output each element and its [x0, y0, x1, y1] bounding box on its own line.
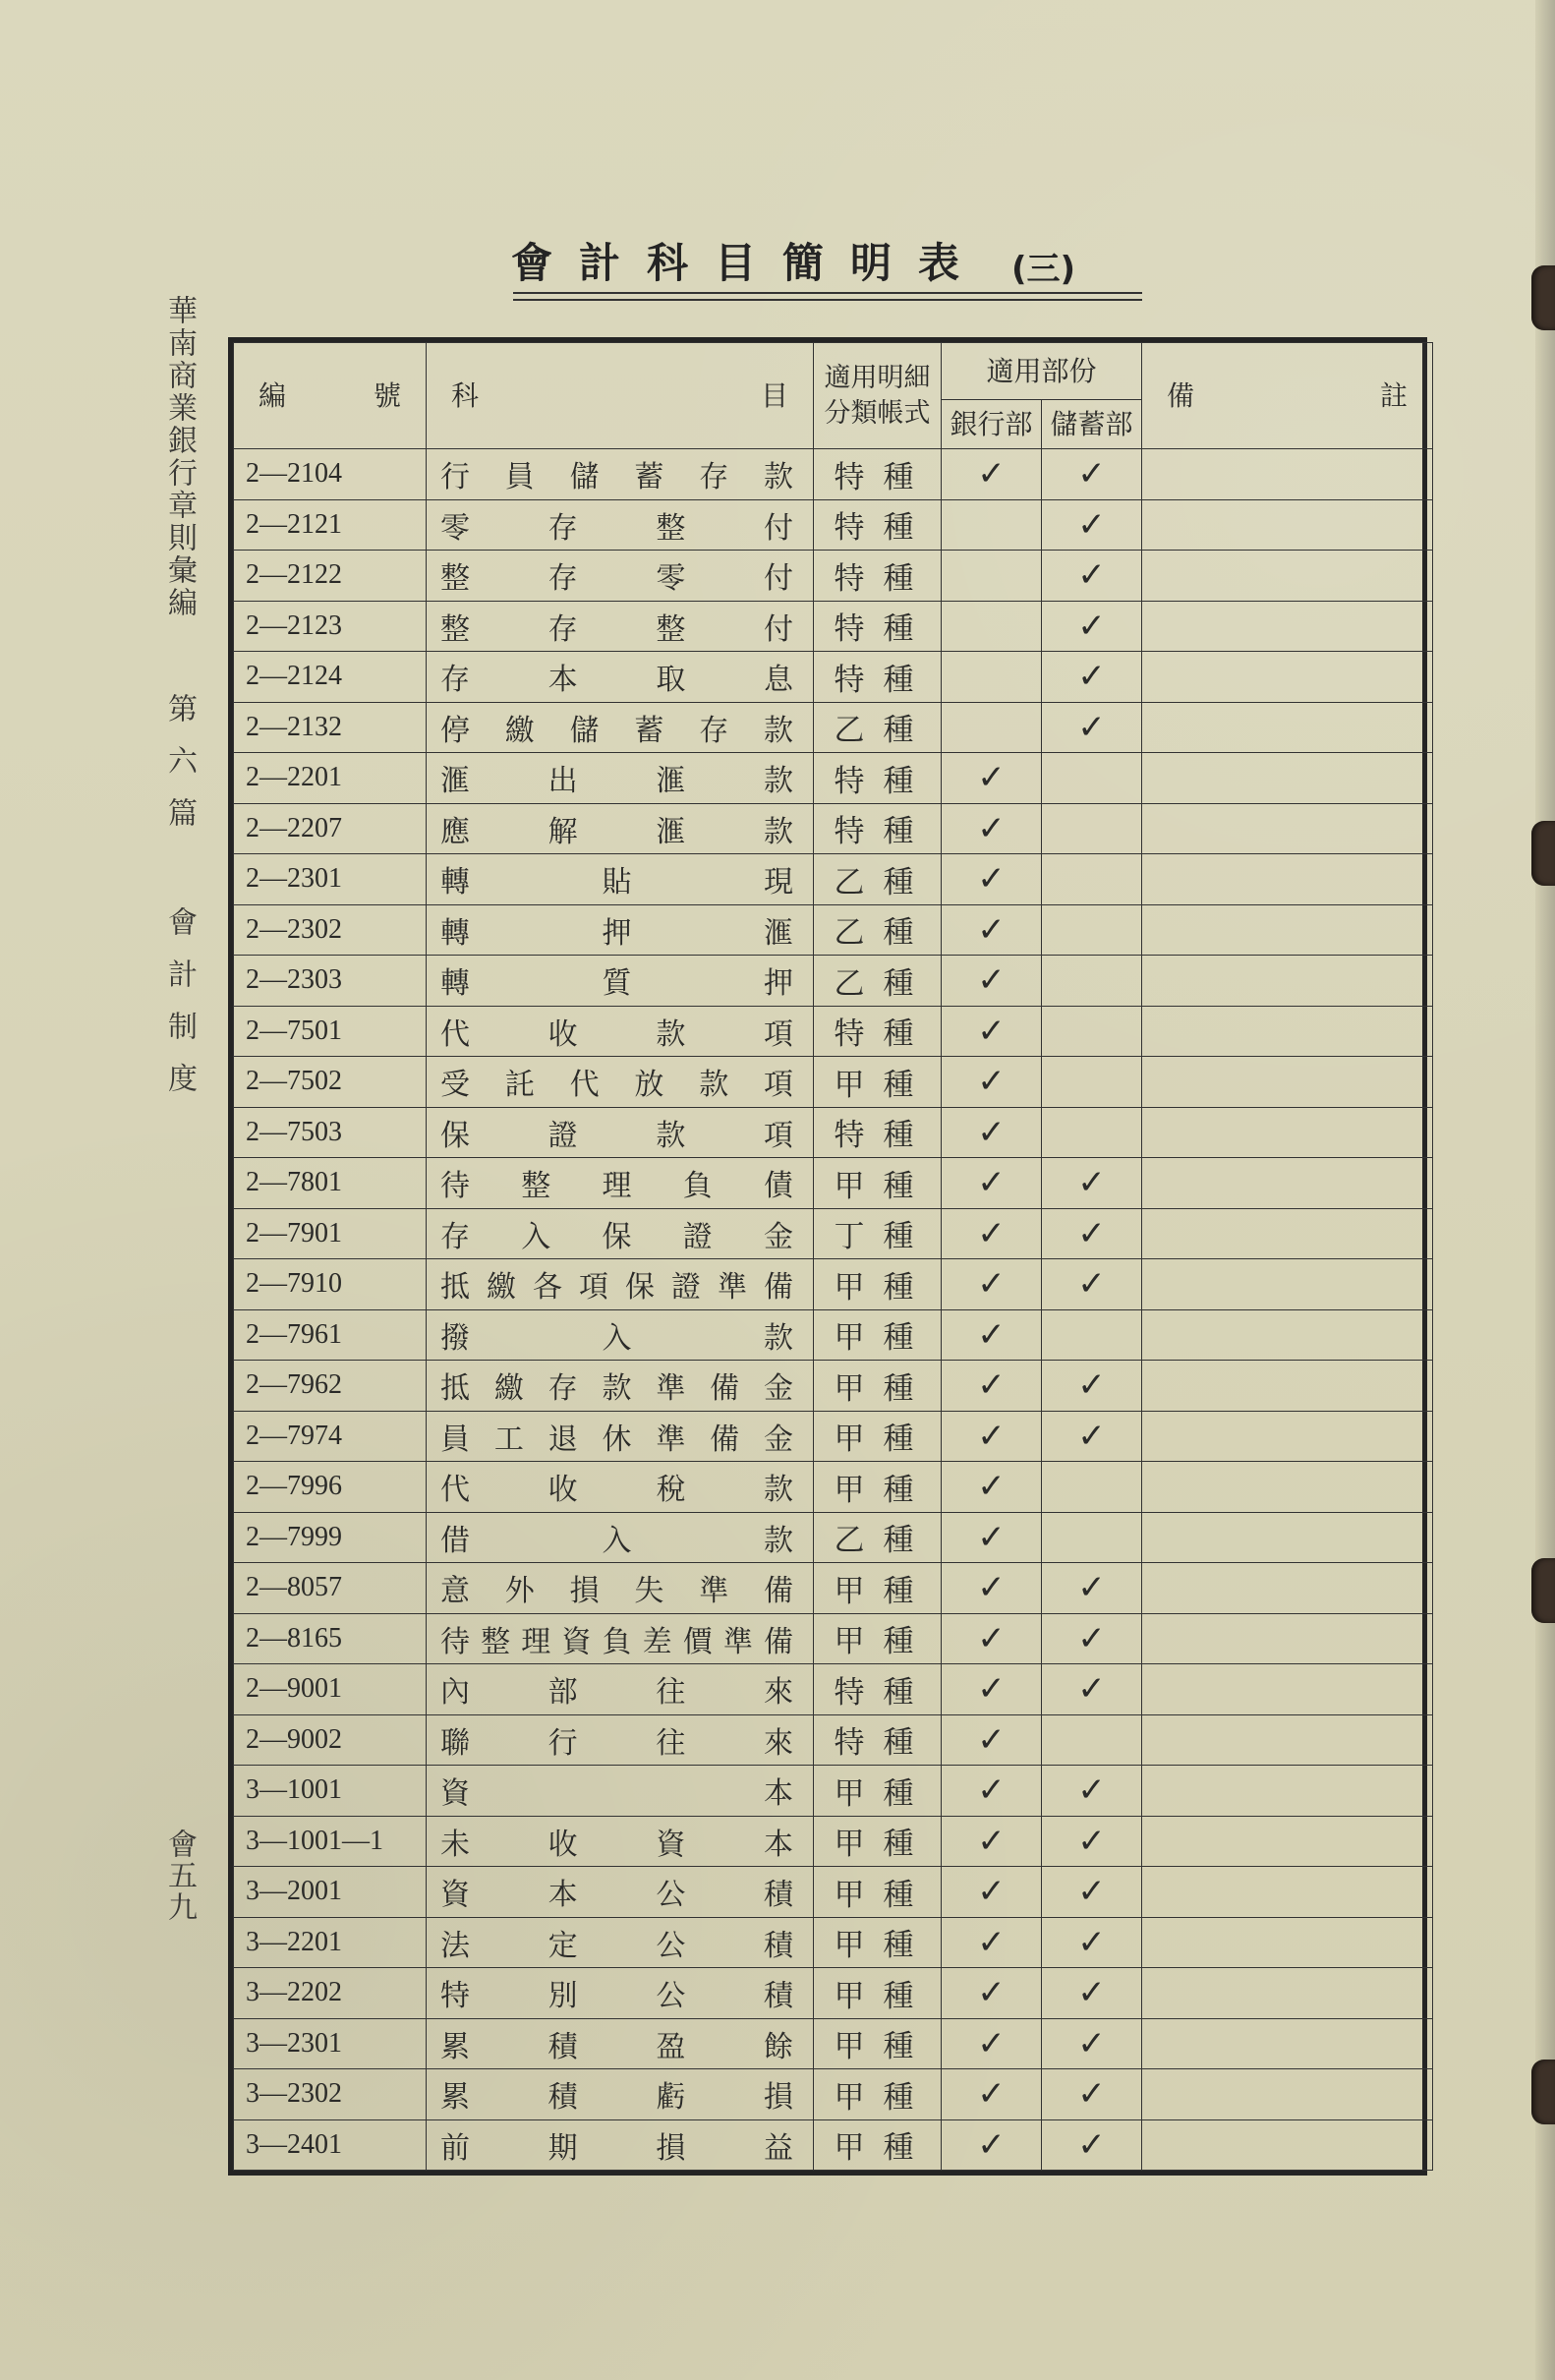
remarks-cell [1142, 1208, 1433, 1259]
ledger-type: 特種 [814, 652, 942, 703]
remarks-cell [1142, 1107, 1433, 1158]
table-row [234, 1208, 1433, 1259]
remarks-cell [1142, 652, 1433, 703]
account-code: 3—1001 [234, 1766, 427, 1817]
account-code: 2—9001 [234, 1664, 427, 1715]
table-row [234, 2018, 1433, 2069]
ledger-type: 特種 [814, 753, 942, 804]
ledger-type: 乙種 [814, 956, 942, 1007]
dept-group-header: 適用部份 [942, 343, 1142, 400]
ledger-type: 甲種 [814, 1158, 942, 1209]
code-header [234, 343, 427, 449]
account-code: 2—2201 [234, 753, 427, 804]
remarks-cell [1142, 1664, 1433, 1715]
remarks-cell [1142, 1867, 1433, 1918]
bank-dept-check: ✓ [942, 2018, 1042, 2069]
account-name: 抵繳存款準備金 [427, 1361, 814, 1412]
savings-dept-check [1042, 1107, 1142, 1158]
remarks-cell [1142, 1006, 1433, 1057]
table-row [234, 1766, 1433, 1817]
table-row [234, 1411, 1433, 1462]
account-name: 法定公積 [427, 1917, 814, 1968]
ledger-type: 甲種 [814, 2018, 942, 2069]
savings-dept-check: ✓ [1042, 702, 1142, 753]
savings-dept-header: 儲蓄部 [1042, 400, 1142, 449]
savings-dept-check: ✓ [1042, 601, 1142, 652]
remarks-cell [1142, 1766, 1433, 1817]
ledger-type: 特種 [814, 551, 942, 602]
table-row [234, 1664, 1433, 1715]
savings-dept-check: ✓ [1042, 2069, 1142, 2120]
ledger-type: 丁種 [814, 1208, 942, 1259]
account-name: 待整理資負差價準備 [427, 1613, 814, 1664]
table-row [234, 1867, 1433, 1918]
remarks-cell [1142, 956, 1433, 1007]
remarks-header [1142, 343, 1433, 449]
account-name: 借入款 [427, 1512, 814, 1563]
bank-dept-check [942, 652, 1042, 703]
bank-dept-check: ✓ [942, 1361, 1042, 1412]
bank-dept-check: ✓ [942, 1158, 1042, 1209]
binding-hole [1531, 2060, 1555, 2124]
table-row [234, 2119, 1433, 2171]
account-code: 3—2401 [234, 2119, 427, 2171]
account-name: 抵繳各項保證準備 [427, 1259, 814, 1310]
ledger-type: 特種 [814, 449, 942, 500]
savings-dept-check: ✓ [1042, 1563, 1142, 1614]
account-name: 轉質押 [427, 956, 814, 1007]
account-code: 2—7801 [234, 1158, 427, 1209]
savings-dept-check: ✓ [1042, 1208, 1142, 1259]
ledger-type: 甲種 [814, 1462, 942, 1513]
savings-dept-check: ✓ [1042, 1766, 1142, 1817]
account-name: 滙出滙款 [427, 753, 814, 804]
savings-dept-check: ✓ [1042, 1816, 1142, 1867]
remarks-cell [1142, 1512, 1433, 1563]
account-name: 撥入款 [427, 1309, 814, 1361]
table-row [234, 1968, 1433, 2019]
bank-dept-header: 銀行部 [942, 400, 1042, 449]
savings-dept-check: ✓ [1042, 2018, 1142, 2069]
bank-dept-check: ✓ [942, 1613, 1042, 1664]
ledger-type: 特種 [814, 1107, 942, 1158]
bank-dept-check: ✓ [942, 1664, 1042, 1715]
side-book-title: 華南商業銀行章則彙編 [162, 295, 197, 619]
remarks-cell [1142, 1411, 1433, 1462]
ledger-type: 甲種 [814, 1968, 942, 2019]
ledger-type: 特種 [814, 1664, 942, 1715]
table-row [234, 1816, 1433, 1867]
account-code: 2—2302 [234, 904, 427, 956]
savings-dept-check: ✓ [1042, 1411, 1142, 1462]
remarks-cell [1142, 854, 1433, 905]
bank-dept-check: ✓ [942, 1917, 1042, 1968]
savings-dept-check [1042, 1057, 1142, 1108]
account-name: 待整理負債 [427, 1158, 814, 1209]
account-name: 存本取息 [427, 652, 814, 703]
ledger-type: 乙種 [814, 854, 942, 905]
bank-dept-check: ✓ [942, 1259, 1042, 1310]
ledger-type: 甲種 [814, 1816, 942, 1867]
table-row [234, 1107, 1433, 1158]
account-code: 3—2202 [234, 1968, 427, 2019]
title-number: (三) [1011, 250, 1076, 289]
account-name: 員工退休準備金 [427, 1411, 814, 1462]
remarks-cell [1142, 1309, 1433, 1361]
remarks-cell [1142, 551, 1433, 602]
account-name: 行員儲蓄存款 [427, 449, 814, 500]
table-row [234, 904, 1433, 956]
account-code: 2—7974 [234, 1411, 427, 1462]
account-name: 轉貼現 [427, 854, 814, 905]
side-page-number: 會五九 [162, 1829, 197, 1923]
remarks-cell [1142, 499, 1433, 551]
remarks-cell [1142, 449, 1433, 500]
remarks-cell [1142, 702, 1433, 753]
table-row [234, 854, 1433, 905]
remarks-cell [1142, 2069, 1433, 2120]
ledger-type: 特種 [814, 803, 942, 854]
table-row [234, 2069, 1433, 2120]
ledger-type: 甲種 [814, 1361, 942, 1412]
bank-dept-check: ✓ [942, 1867, 1042, 1918]
account-name: 資本 [427, 1766, 814, 1817]
table-row [234, 1259, 1433, 1310]
ledger-type: 甲種 [814, 2119, 942, 2171]
remarks-header-left: 備 [1167, 378, 1195, 412]
account-name: 前期損益 [427, 2119, 814, 2171]
account-name: 受託代放款項 [427, 1057, 814, 1108]
binding-hole [1531, 1558, 1555, 1623]
remarks-cell [1142, 1613, 1433, 1664]
account-name: 應解滙款 [427, 803, 814, 854]
remarks-cell [1142, 2119, 1433, 2171]
table-row [234, 1512, 1433, 1563]
item-header-left: 科 [451, 378, 480, 412]
binding-hole [1531, 821, 1555, 886]
account-code: 2—2132 [234, 702, 427, 753]
page-edge-shadow [1535, 0, 1555, 2380]
savings-dept-check: ✓ [1042, 652, 1142, 703]
bank-dept-check: ✓ [942, 904, 1042, 956]
account-name: 轉押滙 [427, 904, 814, 956]
bank-dept-check: ✓ [942, 449, 1042, 500]
account-name: 保證款項 [427, 1107, 814, 1158]
ledger-type: 甲種 [814, 2069, 942, 2120]
account-code: 2—2122 [234, 551, 427, 602]
remarks-header-right: 註 [1380, 378, 1409, 412]
account-code: 2—8057 [234, 1563, 427, 1614]
bank-dept-check: ✓ [942, 1816, 1042, 1867]
savings-dept-check: ✓ [1042, 2119, 1142, 2171]
remarks-cell [1142, 1714, 1433, 1766]
table-row [234, 753, 1433, 804]
remarks-cell [1142, 1462, 1433, 1513]
bank-dept-check: ✓ [942, 1563, 1042, 1614]
page-title [511, 231, 1150, 290]
savings-dept-check: ✓ [1042, 1968, 1142, 2019]
bank-dept-check: ✓ [942, 803, 1042, 854]
bank-dept-check: ✓ [942, 1766, 1042, 1817]
bank-dept-check: ✓ [942, 1512, 1042, 1563]
ledger-type: 甲種 [814, 1867, 942, 1918]
account-code: 2—2207 [234, 803, 427, 854]
bank-dept-check: ✓ [942, 1006, 1042, 1057]
savings-dept-check: ✓ [1042, 1158, 1142, 1209]
account-name: 未收資本 [427, 1816, 814, 1867]
savings-dept-check [1042, 904, 1142, 956]
remarks-cell [1142, 1917, 1433, 1968]
code-header-left: 編 [259, 378, 287, 412]
account-name: 代收款項 [427, 1006, 814, 1057]
remarks-cell [1142, 1057, 1433, 1108]
remarks-cell [1142, 753, 1433, 804]
account-code: 2—7910 [234, 1259, 427, 1310]
account-code: 3—2302 [234, 2069, 427, 2120]
account-code: 3—1001—1 [234, 1816, 427, 1867]
bank-dept-check [942, 499, 1042, 551]
table-row [234, 956, 1433, 1007]
account-code: 2—2123 [234, 601, 427, 652]
accounting-table-frame [228, 337, 1427, 2176]
bank-dept-check: ✓ [942, 2119, 1042, 2171]
account-name: 停繳儲蓄存款 [427, 702, 814, 753]
bank-dept-check: ✓ [942, 1208, 1042, 1259]
bank-dept-check: ✓ [942, 1411, 1042, 1462]
account-code: 2—7901 [234, 1208, 427, 1259]
bank-dept-check: ✓ [942, 956, 1042, 1007]
remarks-cell [1142, 1816, 1433, 1867]
account-name: 整存整付 [427, 601, 814, 652]
savings-dept-check: ✓ [1042, 1361, 1142, 1412]
account-code: 2—7996 [234, 1462, 427, 1513]
code-header-right: 號 [373, 378, 401, 412]
savings-dept-check [1042, 1006, 1142, 1057]
table-row [234, 1462, 1433, 1513]
ledger-type: 甲種 [814, 1766, 942, 1817]
account-name: 資本公積 [427, 1867, 814, 1918]
table-row [234, 1613, 1433, 1664]
binding-hole [1531, 265, 1555, 330]
bank-dept-check: ✓ [942, 1462, 1042, 1513]
table-row [234, 1057, 1433, 1108]
bank-dept-check: ✓ [942, 1714, 1042, 1766]
item-header-right: 目 [760, 378, 788, 412]
remarks-cell [1142, 1563, 1433, 1614]
remarks-cell [1142, 803, 1433, 854]
savings-dept-check [1042, 854, 1142, 905]
account-code: 3—2201 [234, 1917, 427, 1968]
title-main: 會計科目簡明表 [511, 239, 987, 287]
account-name: 特別公積 [427, 1968, 814, 2019]
ledger-type: 甲種 [814, 1309, 942, 1361]
ledger-type: 乙種 [814, 1512, 942, 1563]
bank-dept-check [942, 601, 1042, 652]
table-row [234, 702, 1433, 753]
account-code: 2—7999 [234, 1512, 427, 1563]
ledger-type: 甲種 [814, 1411, 942, 1462]
account-code: 2—9002 [234, 1714, 427, 1766]
account-code: 3—2301 [234, 2018, 427, 2069]
account-name: 代收稅款 [427, 1462, 814, 1513]
bank-dept-check: ✓ [942, 1057, 1042, 1108]
account-name: 整存零付 [427, 551, 814, 602]
savings-dept-check [1042, 956, 1142, 1007]
account-name: 零存整付 [427, 499, 814, 551]
bank-dept-check: ✓ [942, 854, 1042, 905]
table-row [234, 1309, 1433, 1361]
account-code: 2—2303 [234, 956, 427, 1007]
bank-dept-check: ✓ [942, 753, 1042, 804]
savings-dept-check [1042, 1462, 1142, 1513]
savings-dept-check: ✓ [1042, 1664, 1142, 1715]
bank-dept-check [942, 551, 1042, 602]
account-code: 2—8165 [234, 1613, 427, 1664]
table-row [234, 1917, 1433, 1968]
ledger-type: 特種 [814, 1714, 942, 1766]
table-row [234, 803, 1433, 854]
savings-dept-check [1042, 753, 1142, 804]
ledger-type: 特種 [814, 499, 942, 551]
remarks-cell [1142, 904, 1433, 956]
account-name: 意外損失準備 [427, 1563, 814, 1614]
table-row [234, 499, 1433, 551]
savings-dept-check: ✓ [1042, 1867, 1142, 1918]
account-code: 2—7962 [234, 1361, 427, 1412]
ledger-type: 甲種 [814, 1613, 942, 1664]
savings-dept-check: ✓ [1042, 551, 1142, 602]
ledger-type: 特種 [814, 601, 942, 652]
savings-dept-check [1042, 1309, 1142, 1361]
table-row [234, 1361, 1433, 1412]
remarks-cell [1142, 601, 1433, 652]
table-row [234, 601, 1433, 652]
bank-dept-check: ✓ [942, 2069, 1042, 2120]
savings-dept-check [1042, 1512, 1142, 1563]
side-section-title: 第六篇 會計制度 [162, 693, 197, 1115]
table-row [234, 551, 1433, 602]
ledger-type: 甲種 [814, 1057, 942, 1108]
ledger-type: 甲種 [814, 1259, 942, 1310]
savings-dept-check [1042, 1714, 1142, 1766]
account-name: 存入保證金 [427, 1208, 814, 1259]
bank-dept-check [942, 702, 1042, 753]
account-name: 聯行往來 [427, 1714, 814, 1766]
savings-dept-check: ✓ [1042, 1917, 1142, 1968]
account-name: 內部往來 [427, 1664, 814, 1715]
account-rows [234, 449, 1433, 2171]
account-code: 2—7502 [234, 1057, 427, 1108]
table-row [234, 652, 1433, 703]
remarks-cell [1142, 1158, 1433, 1209]
savings-dept-check [1042, 803, 1142, 854]
account-code: 2—7501 [234, 1006, 427, 1057]
account-code: 2—2121 [234, 499, 427, 551]
account-code: 2—7503 [234, 1107, 427, 1158]
ledger-type: 乙種 [814, 904, 942, 956]
ledger-type: 甲種 [814, 1563, 942, 1614]
title-underline [513, 292, 1142, 301]
savings-dept-check: ✓ [1042, 499, 1142, 551]
account-code: 3—2001 [234, 1867, 427, 1918]
account-code: 2—2104 [234, 449, 427, 500]
item-header [427, 343, 814, 449]
account-name: 累積虧損 [427, 2069, 814, 2120]
remarks-cell [1142, 1968, 1433, 2019]
table-row [234, 1006, 1433, 1057]
bank-dept-check: ✓ [942, 1968, 1042, 2019]
bank-dept-check: ✓ [942, 1107, 1042, 1158]
remarks-cell [1142, 1361, 1433, 1412]
remarks-cell [1142, 2018, 1433, 2069]
savings-dept-check: ✓ [1042, 1613, 1142, 1664]
accounting-table [233, 342, 1433, 2171]
account-name: 累積盈餘 [427, 2018, 814, 2069]
savings-dept-check: ✓ [1042, 1259, 1142, 1310]
bank-dept-check: ✓ [942, 1309, 1042, 1361]
account-code: 2—2301 [234, 854, 427, 905]
account-code: 2—2124 [234, 652, 427, 703]
account-code: 2—7961 [234, 1309, 427, 1361]
ledger-type: 乙種 [814, 702, 942, 753]
table-row [234, 449, 1433, 500]
table-row [234, 1714, 1433, 1766]
table-row [234, 1563, 1433, 1614]
ledger-type: 甲種 [814, 1917, 942, 1968]
remarks-cell [1142, 1259, 1433, 1310]
savings-dept-check: ✓ [1042, 449, 1142, 500]
detail-type-header: 適用明細分類帳式 [814, 343, 942, 449]
ledger-type: 特種 [814, 1006, 942, 1057]
table-header-row [234, 343, 1433, 400]
table-row [234, 1158, 1433, 1209]
